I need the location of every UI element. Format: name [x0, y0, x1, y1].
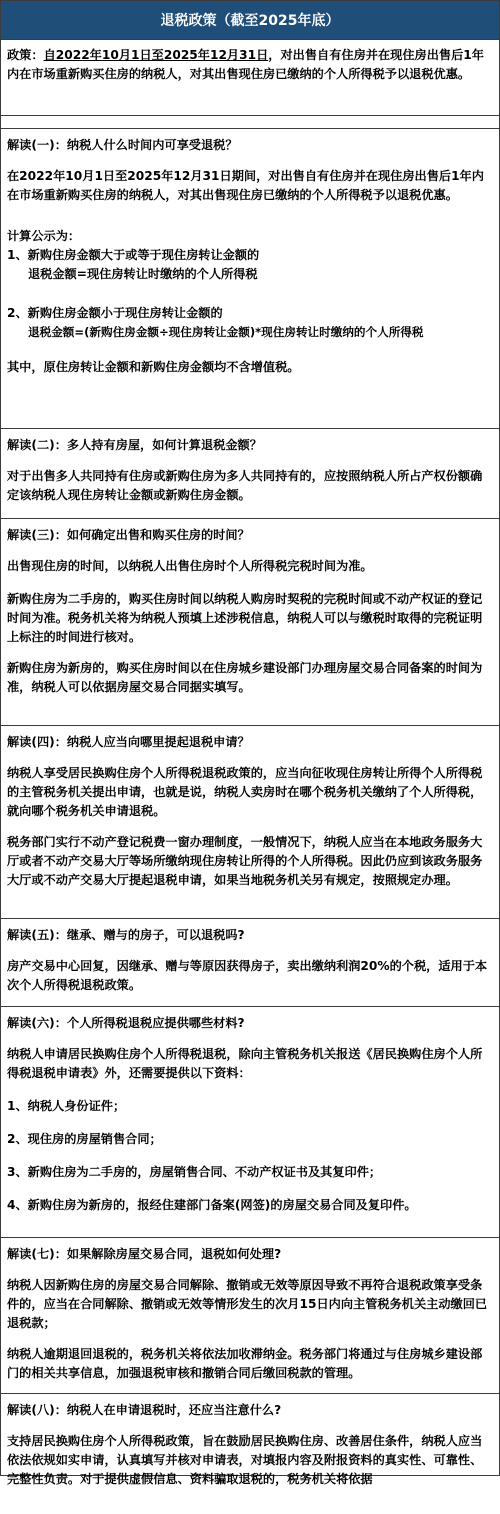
formula-case-2: 2、新购住房金额小于现住房转让金额的 [7, 306, 223, 320]
section-title: 解读(二)：多人持有房屋，如何计算退税金额？ [7, 438, 262, 452]
section-paragraph: 新购住房为新房的，购买住房时间以在住房城乡建设部门办理房屋交易合同备案的时间为准，纳税人可以依据房屋交易合同据实填写。 [7, 661, 483, 694]
section-6 [1, 1007, 499, 1238]
list-item: 2、现住房的房屋销售合同； [7, 1132, 162, 1146]
section-title: 解读(七)：如果解除房屋交易合同，退税如何处理? [7, 1247, 282, 1261]
formula-note: 其中，原住房转让金额和新购住房金额均不含增值税。 [7, 360, 300, 374]
section-paragraph: 纳税人因新购住房的房屋交易合同解除、撤销或无效等原因导致不再符合退税政策享受条件的，应当在合同解除、撤销或无效等情形发生的次月15日内向主管税务机关主动缴回已退税款； [7, 1278, 488, 1330]
policy-period: 自2022年10月1日至2025年12月31日 [43, 48, 269, 62]
section-paragraph: 出售现住房的时间，以纳税人出售住房时个人所得税完税时间为准。 [7, 559, 373, 573]
section-8 [1, 1394, 499, 1514]
section-5 [1, 919, 499, 1007]
list-item: 4、新购住房为新房的，报经住建部门备案(网签)的房屋交易合同及复印件。 [7, 1198, 417, 1212]
policy-statement [1, 40, 499, 116]
section-paragraph: 新购住房为二手房的，购买住房时间以纳税人购房时契税的完税时间或不动产权证的登记时间为准。税务机关将为纳税人预填上述涉税信息，纳税人可以与缴税时取得的完税证明上标注的时间进行核对。 [7, 592, 483, 644]
section-paragraph: 支持居民换购住房个人所得税政策，旨在鼓励居民换购住房、改善居住条件，纳税人应当依法依规如实申请，认真填写并核对申请表，对填报内容及附报资料的真实性、可靠性、完整性负责。对于提供虚假信息、资料骗取退税的，税务机关将依据 [7, 1434, 483, 1486]
section-title: 解读(五)：继承、赠与的房子，可以退税吗? [7, 928, 245, 942]
section-title: 解读(三)：如何确定出售和购买住房的时间？ [7, 528, 250, 542]
policy-prefix: 政策： [7, 48, 44, 62]
formula-title: 计算公示为： [7, 229, 81, 243]
section-paragraph: 对于出售多人共同持有住房或新购住房为多人共同持有的，应按照纳税人所占产权份额确定该纳税人现住房转让金额或新购住房金额。 [7, 469, 483, 502]
section-paragraph: 在2022年10月1日至2025年12月31日期间，对出售自有住房并在现住房出售后1年内在市场重新购买住房的纳税人，对其出售现住房已缴纳的个人所得税予以退税优惠。 [7, 169, 484, 202]
section-1 [1, 129, 499, 429]
section-title: 解读(四)：纳税人应当向哪里提起退税申请？ [7, 735, 250, 749]
section-title: 解读(八)：纳税人在申请退税时，还应当注意什么? [7, 1403, 282, 1417]
section-7 [1, 1238, 499, 1394]
formula-case-1: 1、新购住房金额大于或等于现住房转让金额的 [7, 248, 260, 262]
formula-case-2-expression: 退税金额=(新购住房金额÷现住房转让金额)*现住房转让时缴纳的个人所得税 [28, 325, 424, 339]
section-title: 解读(六)：个人所得税退税应提供哪些材料? [7, 1016, 245, 1030]
section-paragraph: 纳税人申请居民换购住房个人所得税退税，除向主管税务机关报送《居民换购住房个人所得税退税申请表》外，还需要提供以下资料： [7, 1047, 483, 1080]
policy-body: ，对出售自有住房并在现住房出售后1年内在市场重新购买住房的纳税人，对其出售现住房已缴纳的个人所得税予以退税优惠。 [7, 48, 484, 81]
document-title: 退税政策（截至2025年底） [1, 1, 499, 40]
section-2 [1, 429, 499, 519]
section-3 [1, 519, 499, 726]
section-paragraph: 税务部门实行不动产登记税费一窗办理制度，一般情况下，纳税人应当在本地政务服务大厅或者不动产交易大厅等场所缴纳现住房转让所得的个人所得税。因此仍应到该政务服务大厅或不动产交易大厅提起退税申请，如果当地税务机关另有规定，按照规定办理。 [7, 835, 483, 887]
section-title: 解读(一)：纳税人什么时间内可享受退税？ [7, 138, 238, 152]
section-paragraph: 房产交易中心回复，因继承、赠与等原因获得房子，卖出缴纳利润20%的个税，适用于本次个人所得税退税政策。 [7, 959, 488, 992]
list-item: 3、新购住房为二手房的，房屋销售合同、不动产权证书及其复印件； [7, 1165, 382, 1179]
list-item: 1、纳税人身份证件； [7, 1099, 126, 1113]
section-paragraph: 纳税人享受居民换购住房个人所得税退税政策的，应当向征收现住房转让所得个人所得税的主管税务机关提出申请，也就是说，纳税人卖房时在哪个税务机关缴纳了个人所得税，就向哪个税务机关申请退税。 [7, 766, 483, 818]
section-paragraph: 纳税人逾期退回退税的，税务机关将依法加收滞纳金。税务部门将通过与住房城乡建设部门的相关共享信息，加强退税审核和撤销合同后缴回税款的管理。 [7, 1347, 483, 1380]
section-4 [1, 726, 499, 919]
spacer [1, 116, 499, 129]
formula-case-1-expression: 退税金额=现住房转让时缴纳的个人所得税 [28, 267, 258, 281]
